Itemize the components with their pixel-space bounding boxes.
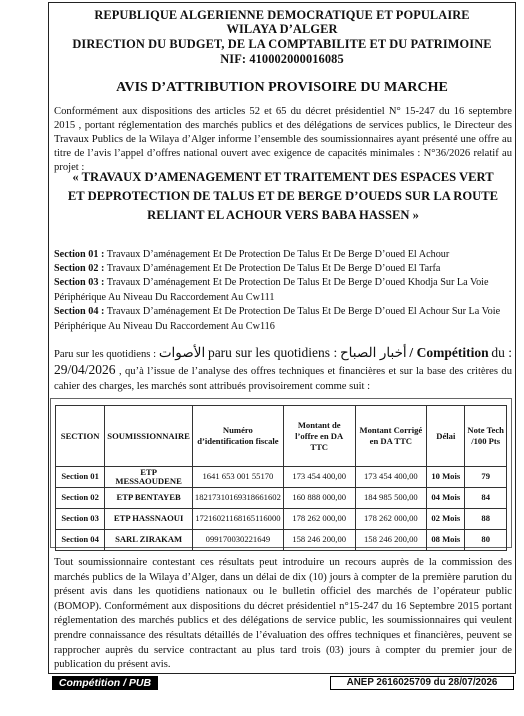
section-03-description xyxy=(54,276,512,305)
footer-anep-reference: ANEP 2616025709 du 28/07/2026 xyxy=(330,676,514,690)
project-title-line-1: « TRAVAUX D’AMENAGEMENT ET TRAITEMENT DES ESPACES VERT xyxy=(72,170,494,184)
cell-section: Section 02 xyxy=(56,488,105,509)
section-label: Section 03 : xyxy=(54,277,105,288)
header-direction: DIRECTION DU BUDGET, DE LA COMPTABILITE ET DU PATRIMOINE xyxy=(72,37,492,51)
cell-section: Section 01 xyxy=(56,467,105,488)
cell-tax-id: 099170030221649 xyxy=(192,530,283,551)
section-02-description xyxy=(54,262,512,277)
cell-tech-score: 88 xyxy=(465,509,507,530)
cell-tax-id: 17216021168165116000 xyxy=(192,509,283,530)
col-header-section: SECTION xyxy=(56,406,105,467)
cell-offer-amount: 173 454 400,00 xyxy=(283,467,355,488)
table-row xyxy=(56,467,507,488)
section-text: Travaux D’aménagement Et De Protection De Talus Et De Berge D’oued El Achour xyxy=(104,249,450,260)
section-text: Travaux D’aménagement Et De Protection De Talus Et De Berge D’oued El Tarfa xyxy=(104,263,441,274)
cell-offer-amount: 160 888 000,00 xyxy=(283,488,355,509)
cell-delay: 02 Mois xyxy=(427,509,465,530)
cell-offer-amount: 158 246 200,00 xyxy=(283,530,355,551)
section-text: Travaux D’aménagement Et De Protection De Talus Et De Berge D’oued El Achour Sur La Voie Périphérique Au Niveau Du Raccordement Au Cw116 xyxy=(54,306,501,332)
cell-tech-score: 79 xyxy=(465,467,507,488)
project-title-line-2: ET DEPROTECTION DE TALUS ET DE BERGE D’OUEDS SUR LA ROUTE xyxy=(67,189,499,203)
intro-paragraph: Conformément aux dispositions des articles 52 et 65 du décret présidentiel N° 15-247 du 16 septembre 2015 , portant réglementation des marchés publics et des délégations de services publics, le Directeur des Travaux Publics de la Wilaya d’Alger informe l’ensemble des soumissionnaires ayant présenté une offre au titre de l’avis l’appel d’offres national ouvert avec exigence de capacités minimales : N°36/2026 relatif au projet : xyxy=(54,106,512,173)
section-label: Section 04 : xyxy=(54,306,105,317)
publication-arabic-1: الأصوات xyxy=(158,345,206,360)
cell-corrected-amount: 158 246 200,00 xyxy=(355,530,427,551)
section-04-description xyxy=(54,305,512,334)
cell-offer-amount: 178 262 000,00 xyxy=(283,509,355,530)
table-header-row xyxy=(56,406,507,467)
cell-section: Section 03 xyxy=(56,509,105,530)
publication-suffix: du : xyxy=(491,345,513,360)
publication-arabic-2: أخبار الصباح xyxy=(339,345,407,360)
section-label: Section 01 : xyxy=(54,249,105,260)
publication-middle: paru sur les quotidiens : xyxy=(207,345,338,360)
attribution-table xyxy=(55,405,507,551)
cell-delay: 04 Mois xyxy=(427,488,465,509)
col-header-tech-score: Note Tech /100 Pts xyxy=(465,406,507,467)
header-republic: REPUBLIQUE ALGERIENNE DEMOCRATIQUE ET POPULAIRE xyxy=(94,8,470,22)
header-wilaya: WILAYA D’ALGER xyxy=(226,22,338,36)
publication-paragraph xyxy=(54,345,512,394)
cell-tech-score: 80 xyxy=(465,530,507,551)
section-label: Section 02 : xyxy=(54,263,105,274)
col-header-delay: Délai xyxy=(427,406,465,467)
cell-bidder: ETP HASSNAOUI xyxy=(105,509,193,530)
cell-tax-id: 18217310169318661602 xyxy=(192,488,283,509)
col-header-bidder: SOUMISSIONNAIRE xyxy=(105,406,193,467)
cell-delay: 10 Mois xyxy=(427,467,465,488)
closing-paragraph: Tout soumissionnaire contestant ces résultats peut introduire un recours auprès de la commission des marchés publics de la Wilaya d’Alger, dans un délai de dix (10) jours à compter de la première parution du présent avis dans les quotidiens nationaux ou le bulletin officiel des marchés de l’opérateur public (BOMOP). Conformément aux dispositions du décret présidentiel n°15-247 du 16 Septembre 2015 portant réglementation des marchés publics et des délégations de service public, les soumissionnaires qui veulent prendre connaissance des résultats détaillés de l’évaluation des offres techniques et financières, peuvent se rapprocher auprès du service contractant au plus tard trois (03) jours à compter du premier jour de publication du présent avis. xyxy=(54,557,512,671)
publication-prefix: Paru sur les quotidiens : xyxy=(54,349,157,360)
notice-title: AVIS D’ATTRIBUTION PROVISOIRE DU MARCHE xyxy=(116,80,448,95)
table-row xyxy=(56,530,507,551)
cell-bidder: ETP BENTAYEB xyxy=(105,488,193,509)
section-text: Travaux D’aménagement Et De Protection De Talus Et De Berge D’oued Khodja Sur La Voie Périphérique Au Niveau Du Raccordement Au Cw111 xyxy=(54,277,489,303)
cell-corrected-amount: 184 985 500,00 xyxy=(355,488,427,509)
header-nif: NIF: 410002000016085 xyxy=(220,52,344,66)
cell-corrected-amount: 178 262 000,00 xyxy=(355,509,427,530)
cell-corrected-amount: 173 454 400,00 xyxy=(355,467,427,488)
table-row xyxy=(56,509,507,530)
col-header-tax-id: Numéro d’identification fiscale xyxy=(192,406,283,467)
footer-competition-pub: Compétition / PUB xyxy=(52,676,158,690)
cell-tax-id: 1641 653 001 55170 xyxy=(192,467,283,488)
section-01-description xyxy=(54,248,512,263)
cell-delay: 08 Mois xyxy=(427,530,465,551)
table-row xyxy=(56,488,507,509)
col-header-offer-amount: Montant de l’offre en DA TTC xyxy=(283,406,355,467)
publication-date: 29/04/2026 xyxy=(54,362,116,377)
project-title-line-3: RELIANT EL ACHOUR VERS BABA HASSEN » xyxy=(147,208,419,222)
cell-section: Section 04 xyxy=(56,530,105,551)
col-header-corrected-amount: Montant Corrigé en DA TTC xyxy=(355,406,427,467)
cell-bidder: SARL ZIRAKAM xyxy=(105,530,193,551)
cell-tech-score: 84 xyxy=(465,488,507,509)
publication-competition: / Compétition xyxy=(409,345,489,360)
cell-bidder: ETP MESSAOUDENE xyxy=(105,467,193,488)
publication-rest: , qu’à l’issue de l’analyse des offres techniques et financières et sur la base des critères du cahier des charges, les marchés sont attribués provisoirement comme suit : xyxy=(54,366,512,392)
